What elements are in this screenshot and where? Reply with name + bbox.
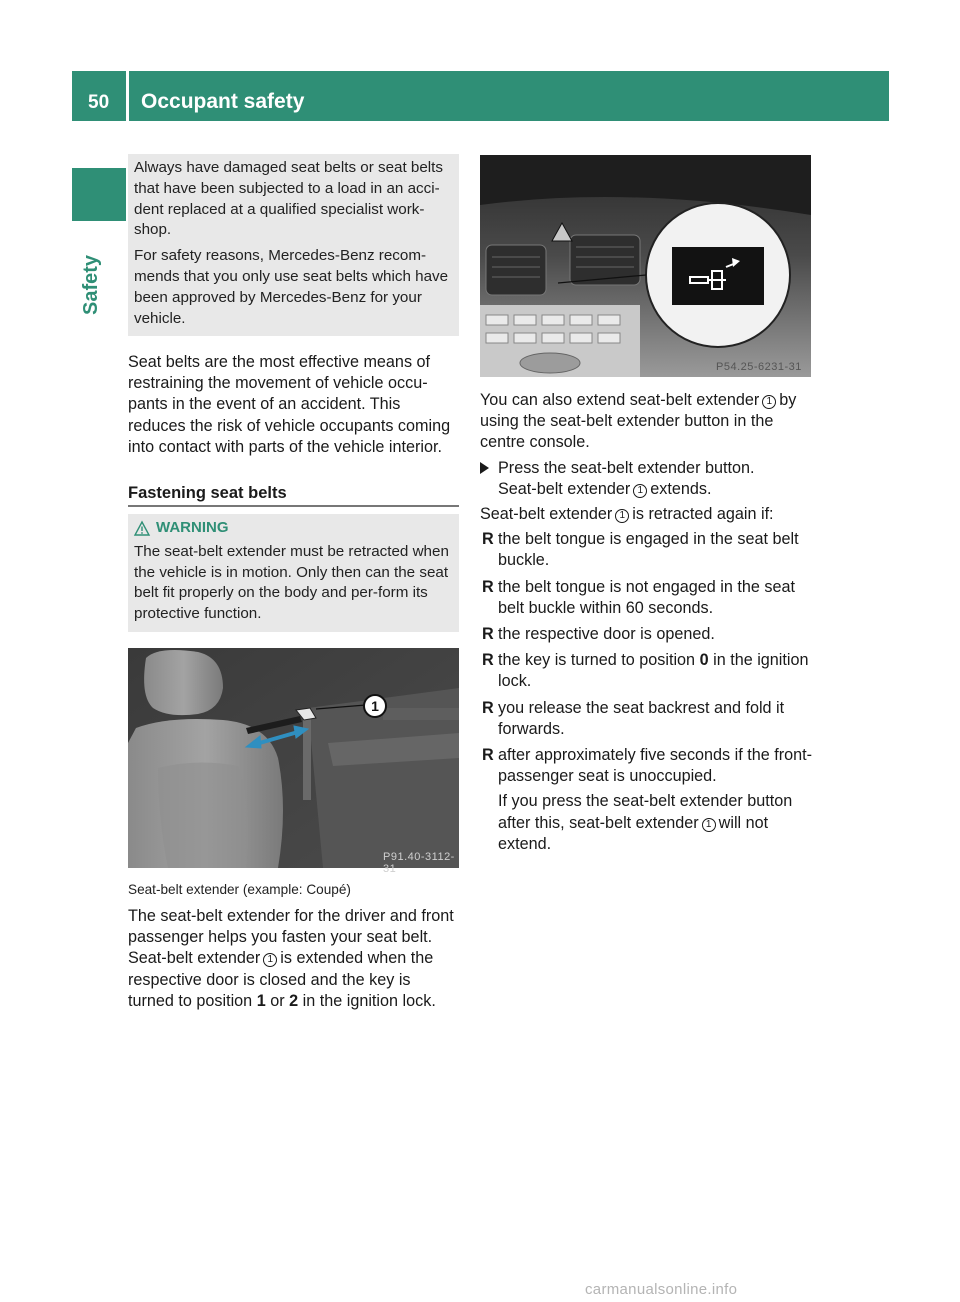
callout-badge-1: 1 [363, 694, 387, 718]
list-item: R the belt tongue is engaged in the seat belt buckle. [482, 530, 799, 570]
body-paragraph-2: Seat-belt extender 1 is extended when the respective door is closed and the key is turned to position 1 or 2 in the ignition lock. [128, 949, 436, 1010]
warning-text: The seat-belt extender must be retracted when the vehicle is in motion. Only then can the seat belt fit properly on the body and per-form its protective function. [134, 542, 449, 623]
note-box [128, 154, 459, 336]
side-tab-marker [72, 168, 126, 221]
action-step [480, 458, 814, 500]
right-paragraph-1: You can also extend seat-belt extender 1 by using the seat-belt extender button in the centre console. [480, 391, 797, 452]
bullet-icon: R [482, 577, 494, 596]
section-divider [128, 505, 459, 507]
bullet-icon: R [482, 651, 494, 670]
seat-belt-extender-figure [128, 648, 459, 875]
centre-console-figure [480, 155, 811, 377]
warning-box [128, 514, 459, 632]
retract-intro: Seat-belt extender 1 is retracted again if: [480, 505, 774, 524]
warning-triangle-icon [134, 521, 150, 536]
callout-ref-1: 1 [615, 509, 629, 523]
action-result: Seat-belt extender 1 extends. [498, 479, 712, 498]
figure-caption: Seat-belt extender (example: Coupé) [128, 882, 351, 897]
side-tab-label: Safety [80, 254, 102, 315]
callout-ref-1: 1 [702, 818, 716, 832]
section-heading: Fastening seat belts [128, 484, 287, 502]
seat-illustration [128, 648, 459, 868]
after-note: If you press the seat-belt extender button after this, seat-belt extender 1 will not extend. [498, 792, 793, 853]
warning-label: WARNING [156, 519, 229, 536]
bullet-icon: R [482, 746, 494, 765]
figure-code-2: P54.25-6231-31 [716, 361, 802, 373]
note-paragraph-1: Always have damaged seat belts or seat belts that have been subjected to a load in an acci-dent replaced at a qualified specialist work-shop. [134, 159, 443, 239]
action-arrow-icon [480, 462, 489, 474]
console-illustration [480, 155, 811, 377]
footer-watermark[interactable]: carmanualsonline.info [585, 1281, 738, 1298]
intro-paragraph: Seat belts are the most effective means of restraining the movement of vehicle occu-pants in the event of an accident. This reduces the risk of vehicle occupants coming into contact with parts of the vehicle interior. [128, 353, 451, 456]
figure-code: P91.40-3112-31 [383, 851, 455, 875]
action-text: Press the seat-belt extender button. [498, 458, 755, 477]
list-item: R after approximately five seconds if the front-passenger seat is unoccupied. If you press the seat-belt extender button after this, seat-belt extender 1 will not extend. [480, 745, 814, 855]
callout-ref-1: 1 [633, 484, 647, 498]
callout-ref-1: 1 [762, 395, 776, 409]
bullet-icon: R [482, 625, 494, 644]
bullet-icon: R [482, 530, 494, 549]
list-item: R the belt tongue is not engaged in the seat belt buckle within 60 seconds. [482, 577, 796, 617]
callout-ref-1: 1 [263, 953, 277, 967]
body-paragraph-1: The seat-belt extender for the driver and front passenger helps you fasten your seat belt. [128, 907, 454, 947]
page-number: 50 [88, 92, 110, 113]
list-item: R the respective door is opened. [480, 624, 814, 645]
bullet-icon: R [482, 698, 494, 717]
note-paragraph-2: For safety reasons, Mercedes-Benz recom-mends that you only use seat belts which have been approved by Mercedes-Benz for your vehicle. [134, 247, 449, 327]
list-item: R the key is turned to position 0 in the ignition lock. [482, 651, 809, 691]
page-title: Occupant safety [141, 90, 305, 113]
list-item: R you release the seat backrest and fold it forwards. [482, 698, 785, 738]
